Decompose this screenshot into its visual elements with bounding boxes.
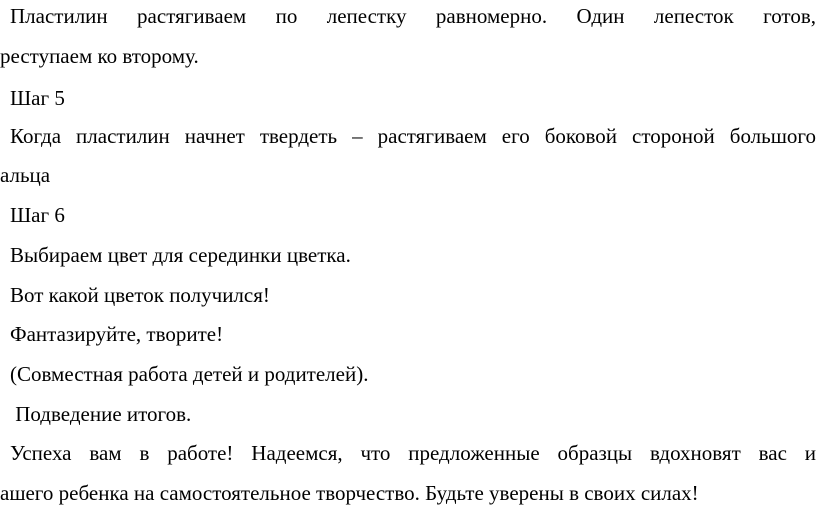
paragraph-line-12: Успеха вам в работе! Надеемся, что предложенные образцы вдохновят вас и: [10, 441, 816, 465]
paragraph-line-10: (Совместная работа детей и родителей).: [10, 362, 369, 386]
paragraph-line-1: Пластилин растягиваем по лепестку равномерно. Один лепесток готов,: [10, 4, 816, 28]
step-6-heading: Шаг 6: [10, 203, 65, 227]
paragraph-line-4: Когда пластилин начнет твердеть – растягиваем его боковой стороной большого: [10, 124, 816, 148]
summary-heading: Подведение итогов.: [10, 402, 192, 426]
paragraph-line-5: альца: [0, 163, 51, 187]
paragraph-line-7: Выбираем цвет для серединки цветка.: [10, 243, 351, 267]
step-5-heading: Шаг 5: [10, 86, 65, 110]
paragraph-line-9: Фантазируйте, творите!: [10, 322, 224, 346]
paragraph-line-2: реступаем ко второму.: [0, 44, 199, 68]
paragraph-line-13: ашего ребенка на самостоятельное творчество. Будьте уверены в своих силах!: [0, 481, 699, 505]
paragraph-line-8: Вот какой цветок получился!: [10, 283, 270, 307]
